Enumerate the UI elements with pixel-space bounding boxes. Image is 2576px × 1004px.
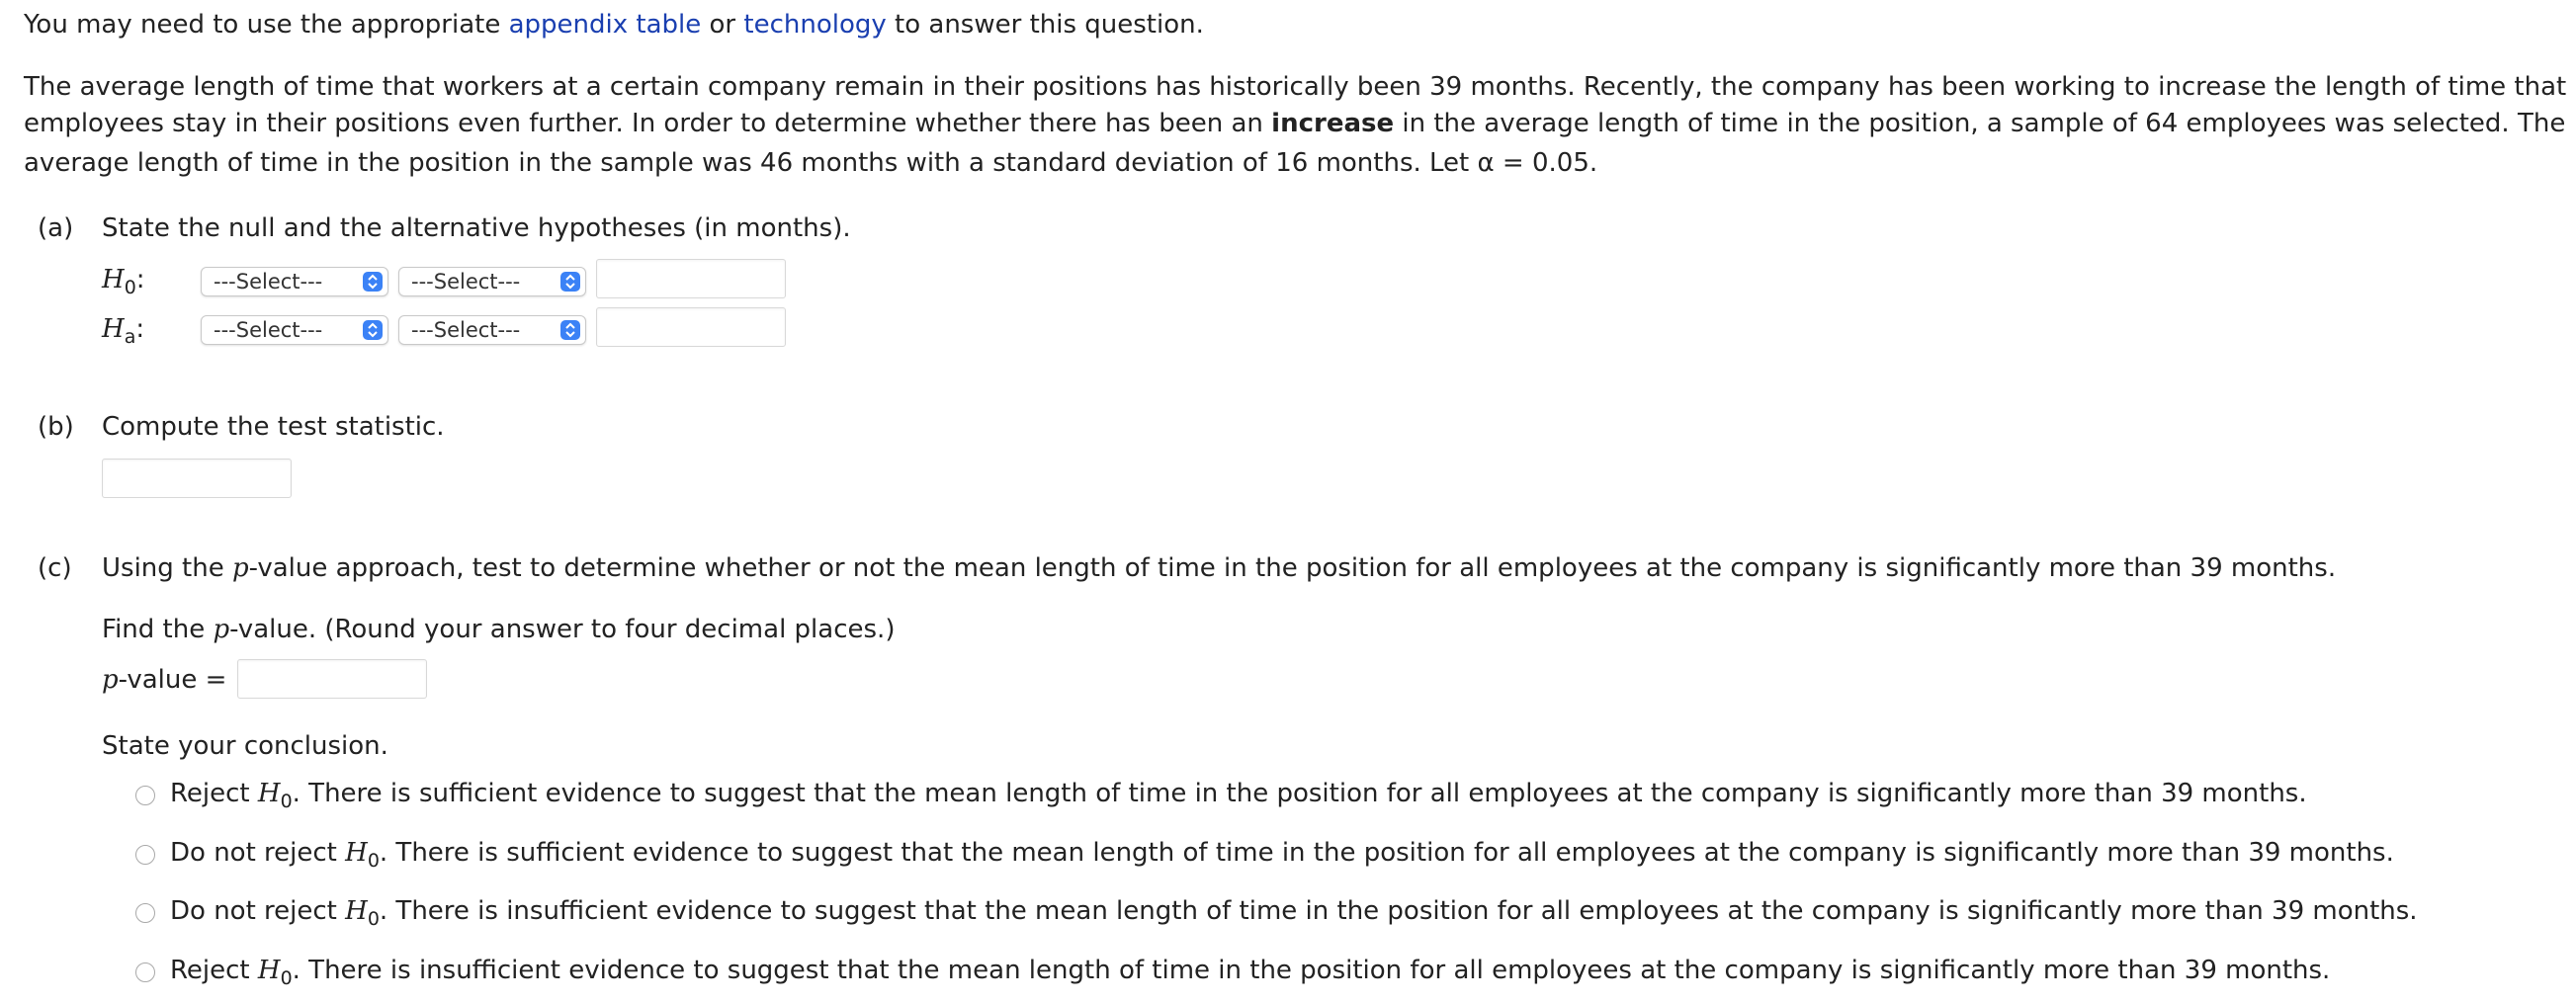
- problem-line-2: employees stay in their positions even further. In order to determine whether there has been an increase in the average length of time in the position, a sample of 64 employees was selected. The: [24, 109, 2566, 138]
- conclusion-option-2[interactable]: Do not reject $H_0$. There is sufficient evidence to suggest that the mean length of time in the position for all employees at the company is significantly more than 39 months.: [170, 838, 2394, 873]
- conclusion-option-3[interactable]: Do not reject $H_0$. There is insufficient evidence to suggest that the mean length of time in the position for all employees at the company is significantly more than 39 months.: [170, 896, 2418, 931]
- part-a-label: (a): [38, 213, 74, 243]
- h0-relation-select[interactable]: ---Select---: [398, 267, 586, 296]
- pvalue-input[interactable]: [237, 659, 427, 699]
- part-b-label: (b): [38, 412, 74, 442]
- problem-line-3: average length of time in the position in the sample was 46 months with a standard deviation of 16 months. Let α = 0.05.: [24, 148, 1598, 178]
- ha-parameter-select[interactable]: ---Select---: [201, 315, 388, 345]
- technology-link[interactable]: technology: [743, 10, 887, 40]
- chevron-up-down-icon: [560, 272, 580, 292]
- conclusion-radio-3[interactable]: [135, 903, 155, 923]
- ha-relation-select[interactable]: ---Select---: [398, 315, 586, 345]
- conclusion-radio-1[interactable]: [135, 786, 155, 805]
- part-b-text: Compute the test statistic.: [102, 412, 445, 442]
- h0-value-input[interactable]: [596, 259, 786, 298]
- conclusion-option-1[interactable]: Reject $H_0$. There is sufficient evidence to suggest that the mean length of time in the position for all employees at the company is significantly more than 39 months.: [170, 779, 2307, 813]
- chevron-up-down-icon: [363, 320, 383, 340]
- part-a-text: State the null and the alternative hypotheses (in months).: [102, 213, 851, 243]
- h0-label: $H_0$:: [102, 265, 145, 299]
- conclusion-radio-2[interactable]: [135, 845, 155, 865]
- part-c-text: Using the p-value approach, test to determine whether or not the mean length of time in the position for all employees at the company is significantly more than 39 months.: [102, 553, 2337, 583]
- find-pvalue-text: Find the p-value. (Round your answer to four decimal places.): [102, 615, 896, 644]
- conclusion-prompt: State your conclusion.: [102, 731, 388, 761]
- pvalue-label: p-value =: [102, 665, 227, 695]
- conclusion-radio-4[interactable]: [135, 962, 155, 982]
- chevron-up-down-icon: [560, 320, 580, 340]
- test-statistic-input[interactable]: [102, 459, 292, 498]
- ha-label: $H_a$:: [102, 314, 145, 349]
- conclusion-option-4[interactable]: Reject $H_0$. There is insufficient evidence to suggest that the mean length of time in the position for all employees at the company is significantly more than 39 months.: [170, 956, 2331, 990]
- problem-line-1: The average length of time that workers at a certain company remain in their positions has historically been 39 months. Recently, the company has been working to increase the length of time that: [24, 72, 2567, 102]
- ha-value-input[interactable]: [596, 307, 786, 347]
- intro-text: You may need to use the appropriate appendix table or technology to answer this question.: [24, 10, 1204, 40]
- chevron-up-down-icon: [363, 272, 383, 292]
- part-c-label: (c): [38, 553, 72, 583]
- h0-parameter-select[interactable]: ---Select---: [201, 267, 388, 296]
- appendix-table-link[interactable]: appendix table: [508, 10, 702, 40]
